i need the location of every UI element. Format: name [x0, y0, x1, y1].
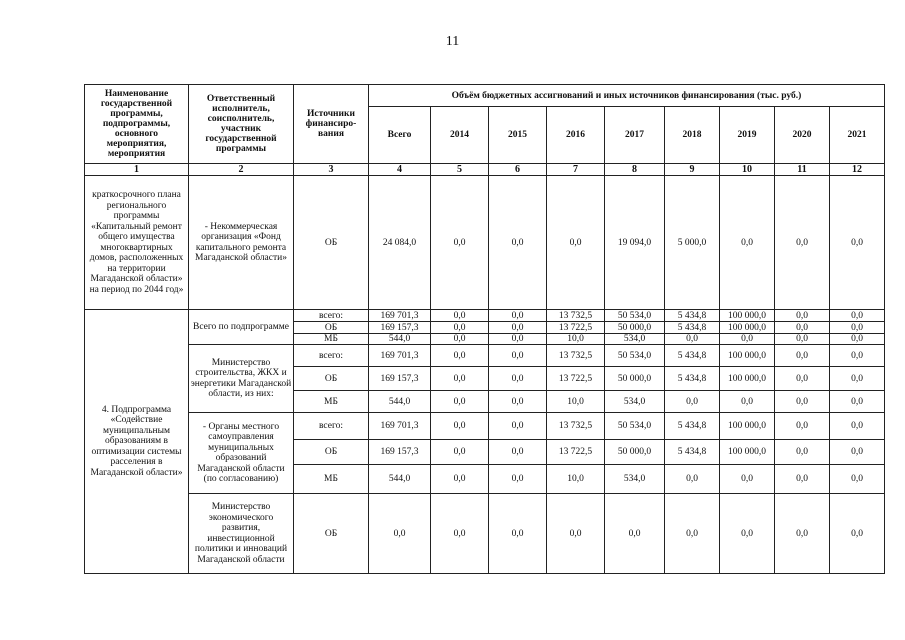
value-cell: 0,0	[431, 465, 489, 494]
value-cell: 0,0	[489, 367, 547, 391]
column-number-cell: 9	[665, 164, 720, 176]
value-cell: 0,0	[489, 322, 547, 334]
value-cell: 0,0	[369, 494, 431, 574]
column-number-cell: 6	[489, 164, 547, 176]
value-cell: 0,0	[720, 465, 775, 494]
value-cell: 0,0	[489, 345, 547, 367]
budget-table	[84, 84, 885, 574]
value-cell: 0,0	[830, 413, 885, 440]
executor-cell: Министерство экономического развития, инвестиционной политики и инноваций Магаданской области	[189, 494, 294, 574]
header-total-cell: Всего	[369, 107, 431, 164]
source-cell: всего:	[294, 310, 369, 322]
source-cell: ОБ	[294, 440, 369, 465]
value-cell: 50 000,0	[605, 322, 665, 334]
value-cell: 0,0	[547, 176, 605, 310]
value-cell: 50 534,0	[605, 413, 665, 440]
value-cell: 10,0	[547, 391, 605, 413]
value-cell: 0,0	[830, 322, 885, 334]
column-number-cell: 12	[830, 164, 885, 176]
value-cell: 0,0	[775, 367, 830, 391]
value-cell: 100 000,0	[720, 310, 775, 322]
column-number-cell: 2	[189, 164, 294, 176]
value-cell: 0,0	[431, 176, 489, 310]
table-row	[85, 345, 885, 367]
value-cell: 0,0	[830, 334, 885, 345]
value-cell: 0,0	[489, 413, 547, 440]
value-cell: 5 434,8	[665, 322, 720, 334]
column-number-cell: 8	[605, 164, 665, 176]
column-number-cell: 7	[547, 164, 605, 176]
header-year-cell: 2014	[431, 107, 489, 164]
value-cell: 0,0	[547, 494, 605, 574]
header-year-cell: 2015	[489, 107, 547, 164]
value-cell: 13 732,5	[547, 345, 605, 367]
value-cell: 0,0	[605, 494, 665, 574]
value-cell: 0,0	[665, 494, 720, 574]
value-cell: 100 000,0	[720, 440, 775, 465]
value-cell: 0,0	[431, 391, 489, 413]
value-cell: 534,0	[605, 334, 665, 345]
executor-cell: - Некоммерческая организация «Фонд капитального ремонта Магаданской области»	[189, 176, 294, 310]
value-cell: 0,0	[775, 413, 830, 440]
value-cell: 0,0	[431, 322, 489, 334]
value-cell: 50 000,0	[605, 367, 665, 391]
header-year-cell: 2017	[605, 107, 665, 164]
value-cell: 0,0	[665, 391, 720, 413]
value-cell: 544,0	[369, 391, 431, 413]
source-cell: МБ	[294, 391, 369, 413]
value-cell: 0,0	[720, 334, 775, 345]
value-cell: 169 701,3	[369, 413, 431, 440]
value-cell: 0,0	[489, 494, 547, 574]
value-cell: 5 000,0	[665, 176, 720, 310]
column-number-cell: 5	[431, 164, 489, 176]
value-cell: 13 722,5	[547, 367, 605, 391]
value-cell: 0,0	[665, 334, 720, 345]
header-year-cell: 2016	[547, 107, 605, 164]
value-cell: 0,0	[720, 494, 775, 574]
value-cell: 50 534,0	[605, 345, 665, 367]
value-cell: 0,0	[775, 494, 830, 574]
source-cell: ОБ	[294, 367, 369, 391]
header-row	[85, 85, 885, 107]
value-cell: 0,0	[489, 310, 547, 322]
header-year-cell: 2019	[720, 107, 775, 164]
value-cell: 169 157,3	[369, 322, 431, 334]
value-cell: 169 701,3	[369, 345, 431, 367]
value-cell: 5 434,8	[665, 413, 720, 440]
value-cell: 0,0	[720, 176, 775, 310]
value-cell: 0,0	[431, 494, 489, 574]
value-cell: 13 722,5	[547, 440, 605, 465]
value-cell: 0,0	[830, 345, 885, 367]
value-cell: 0,0	[489, 465, 547, 494]
value-cell: 13 732,5	[547, 310, 605, 322]
value-cell: 534,0	[605, 465, 665, 494]
value-cell: 0,0	[489, 440, 547, 465]
value-cell: 0,0	[775, 465, 830, 494]
value-cell: 5 434,8	[665, 367, 720, 391]
value-cell: 0,0	[431, 345, 489, 367]
table-row	[85, 413, 885, 440]
measure-name-cell: краткосрочного плана регионального программы «Капитальный ремонт общего имущества многоквартирных домов, расположенных на территории Магаданской области» на период по 2044 год»	[85, 176, 189, 310]
value-cell: 0,0	[431, 440, 489, 465]
value-cell: 0,0	[431, 413, 489, 440]
executor-cell: - Органы местного самоуправления муниципальных образований Магаданской области (по согласованию)	[189, 413, 294, 494]
value-cell: 5 434,8	[665, 440, 720, 465]
value-cell: 169 157,3	[369, 367, 431, 391]
source-cell: ОБ	[294, 176, 369, 310]
column-number-cell: 11	[775, 164, 830, 176]
header-year-cell: 2018	[665, 107, 720, 164]
header-group-cell: Объём бюджетных ассигнований и иных источников финансирования (тыс. руб.)	[369, 85, 885, 107]
value-cell: 0,0	[775, 345, 830, 367]
column-number-row	[85, 164, 885, 176]
value-cell: 0,0	[830, 310, 885, 322]
value-cell: 0,0	[830, 367, 885, 391]
value-cell: 0,0	[830, 465, 885, 494]
value-cell: 0,0	[775, 440, 830, 465]
executor-cell: Всего по подпрограмме	[189, 310, 294, 345]
value-cell: 10,0	[547, 465, 605, 494]
value-cell: 0,0	[830, 176, 885, 310]
header-year-cell: 2020	[775, 107, 830, 164]
value-cell: 544,0	[369, 465, 431, 494]
source-cell: всего:	[294, 345, 369, 367]
value-cell: 0,0	[489, 334, 547, 345]
source-cell: МБ	[294, 334, 369, 345]
header-name-cell: Наименование государственной программы, подпрограммы, основного мероприятия, мероприятия	[85, 85, 189, 164]
value-cell: 0,0	[775, 334, 830, 345]
value-cell: 50 000,0	[605, 440, 665, 465]
subprogram-name-cell: 4. Подпрограмма «Содействие муниципальным образованиям в оптимизации системы расселения в Магаданской области»	[85, 310, 189, 574]
column-number-cell: 4	[369, 164, 431, 176]
source-cell: ОБ	[294, 322, 369, 334]
table-row	[85, 494, 885, 574]
value-cell: 5 434,8	[665, 345, 720, 367]
header-source-cell: Источники финансиро-вания	[294, 85, 369, 164]
value-cell: 0,0	[431, 310, 489, 322]
column-number-cell: 1	[85, 164, 189, 176]
source-cell: ОБ	[294, 494, 369, 574]
table-row	[85, 310, 885, 322]
value-cell: 5 434,8	[665, 310, 720, 322]
value-cell: 544,0	[369, 334, 431, 345]
page-number: 11	[445, 34, 460, 49]
value-cell: 0,0	[775, 310, 830, 322]
value-cell: 0,0	[830, 494, 885, 574]
value-cell: 24 084,0	[369, 176, 431, 310]
table-row	[85, 176, 885, 310]
executor-cell: Министерство строительства, ЖКХ и энергетики Магаданской области, из них:	[189, 345, 294, 413]
value-cell: 19 094,0	[605, 176, 665, 310]
value-cell: 169 157,3	[369, 440, 431, 465]
value-cell: 534,0	[605, 391, 665, 413]
value-cell: 0,0	[830, 391, 885, 413]
header-year-cell: 2021	[830, 107, 885, 164]
value-cell: 0,0	[775, 322, 830, 334]
value-cell: 0,0	[775, 391, 830, 413]
value-cell: 0,0	[830, 440, 885, 465]
value-cell: 100 000,0	[720, 367, 775, 391]
value-cell: 0,0	[431, 367, 489, 391]
value-cell: 0,0	[489, 176, 547, 310]
value-cell: 13 722,5	[547, 322, 605, 334]
source-cell: всего:	[294, 413, 369, 440]
source-cell: МБ	[294, 465, 369, 494]
header-executor-cell: Ответственный исполнитель, соисполнитель, участник государственной программы	[189, 85, 294, 164]
value-cell: 100 000,0	[720, 413, 775, 440]
value-cell: 0,0	[720, 391, 775, 413]
value-cell: 100 000,0	[720, 322, 775, 334]
value-cell: 169 701,3	[369, 310, 431, 322]
value-cell: 0,0	[775, 176, 830, 310]
column-number-cell: 3	[294, 164, 369, 176]
value-cell: 100 000,0	[720, 345, 775, 367]
value-cell: 13 732,5	[547, 413, 605, 440]
value-cell: 50 534,0	[605, 310, 665, 322]
value-cell: 0,0	[489, 391, 547, 413]
value-cell: 0,0	[431, 334, 489, 345]
value-cell: 0,0	[665, 465, 720, 494]
value-cell: 10,0	[547, 334, 605, 345]
column-number-cell: 10	[720, 164, 775, 176]
